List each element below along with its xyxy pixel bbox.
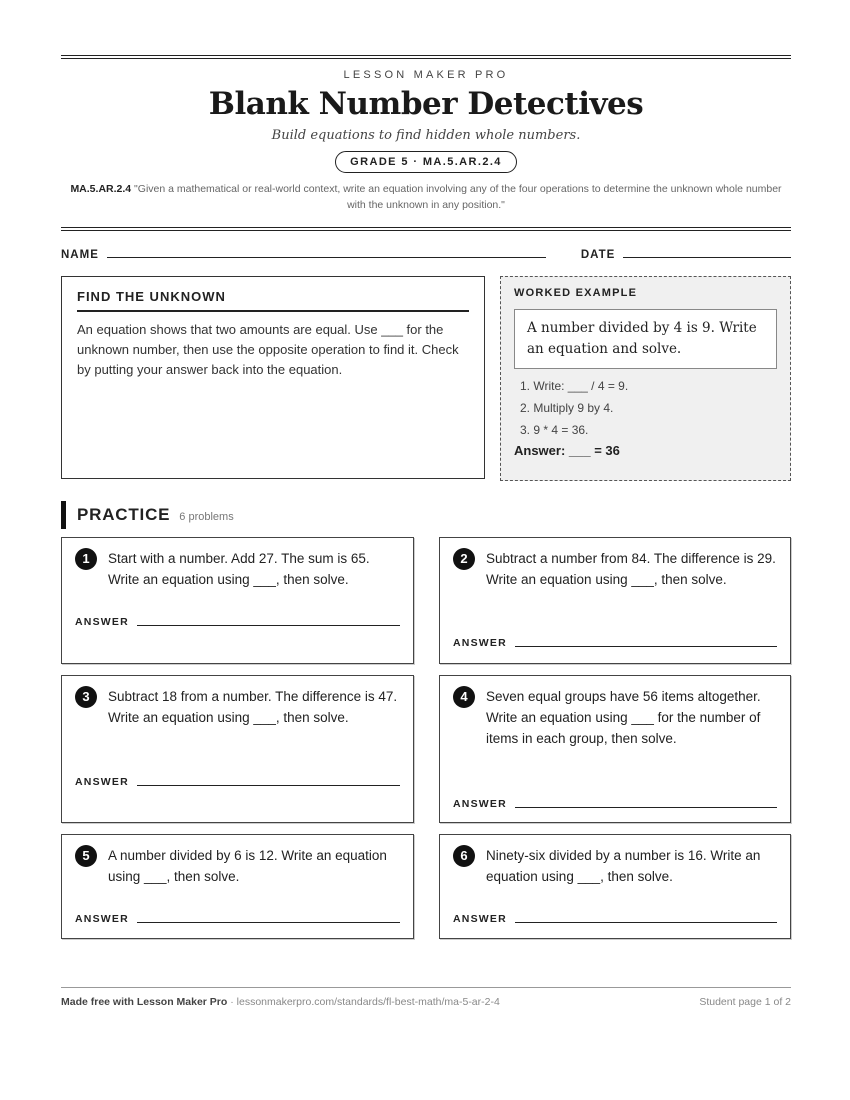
header-top-rule — [61, 55, 791, 59]
answer-field[interactable] — [515, 922, 777, 923]
answer-label: ANSWER — [75, 776, 129, 788]
footer-url[interactable]: · lessonmakerpro.com/standards/fl-best-math/ma-5-ar-2-4 — [227, 996, 500, 1008]
worked-example-title: WORKED EXAMPLE — [514, 287, 638, 299]
page-footer — [61, 987, 791, 1008]
worked-example-problem: A number divided by 4 is 9. Write an equation and solve. — [514, 309, 777, 369]
date-label: DATE — [580, 249, 616, 261]
page-subtitle: Build equations to find hidden whole numbers. — [271, 128, 581, 143]
worked-example-steps — [514, 375, 777, 441]
problem-text: Start with a number. Add 27. The sum is 65. Write an equation using ___, then solve. — [108, 551, 370, 587]
worked-step: 2. Multiply 9 by 4. — [520, 401, 614, 415]
date-field[interactable] — [623, 257, 791, 258]
standard-description — [61, 181, 791, 213]
practice-grid — [61, 537, 791, 950]
footer-made-with: Made free with Lesson Maker Pro — [61, 996, 228, 1008]
practice-header — [61, 501, 791, 529]
problem-text: Subtract a number from 84. The difference is 29. Write an equation using ___, then solve. — [486, 551, 776, 587]
problem-number: 2 — [453, 548, 475, 570]
find-unknown-title: FIND THE UNKNOWN — [77, 289, 469, 312]
problem-card-1 — [61, 537, 414, 664]
problem-number: 3 — [75, 686, 97, 708]
answer-label: ANSWER — [75, 913, 129, 925]
standard-code: MA.5.AR.2.4 — [70, 183, 132, 195]
practice-count: 6 problems — [179, 511, 234, 523]
problem-number: 1 — [75, 548, 97, 570]
worked-example-box — [500, 276, 791, 481]
grade-badge: GRADE 5 · MA.5.AR.2.4 — [335, 151, 517, 173]
standard-text: "Given a mathematical or real-world context, write an equation involving any of the four operations to determine the unknown whole number with the unknown in any position." — [134, 183, 782, 211]
name-field[interactable] — [107, 257, 546, 258]
answer-field[interactable] — [137, 922, 400, 923]
name-date-row — [61, 249, 791, 261]
problem-card-3 — [61, 675, 414, 823]
answer-label: ANSWER — [75, 616, 129, 628]
find-unknown-box — [61, 276, 485, 479]
page-title: Blank Number Detectives — [208, 86, 644, 122]
find-unknown-text: An equation shows that two amounts are equal. Use ___ for the unknown number, then use the opposite operation to find it. Check by putting your answer back into the equation. — [77, 322, 459, 377]
worked-step: 3. 9 * 4 = 36. — [520, 423, 589, 437]
worked-step: 1. Write: ___ / 4 = 9. — [520, 379, 629, 393]
problem-number: 6 — [453, 845, 475, 867]
answer-field[interactable] — [515, 807, 777, 808]
problem-card-5 — [61, 834, 414, 939]
answer-field[interactable] — [515, 646, 777, 647]
grade-pill-wrap — [61, 151, 791, 173]
problem-text: Ninety-six divided by a number is 16. Write an equation using ___, then solve. — [486, 848, 761, 884]
problem-number: 5 — [75, 845, 97, 867]
problem-number: 4 — [453, 686, 475, 708]
footer-credit — [61, 996, 500, 1008]
problem-text: Subtract 18 from a number. The difference is 47. Write an equation using ___, then solve. — [108, 689, 398, 725]
footer-page-number: Student page 1 of 2 — [699, 996, 791, 1008]
answer-label: ANSWER — [453, 798, 507, 810]
problem-text: A number divided by 6 is 12. Write an equation using ___, then solve. — [108, 848, 387, 884]
answer-field[interactable] — [137, 625, 400, 626]
problem-card-2 — [439, 537, 791, 664]
header-bottom-rule — [61, 227, 791, 231]
problem-text: Seven equal groups have 56 items altogether. Write an equation using ___ for the number of items in each group, then solve. — [486, 689, 761, 746]
practice-title: PRACTICE — [77, 505, 171, 524]
intro-row — [61, 276, 791, 481]
answer-label: ANSWER — [453, 637, 507, 649]
answer-field[interactable] — [137, 785, 400, 786]
answer-label: ANSWER — [453, 913, 507, 925]
name-label: NAME — [61, 249, 99, 261]
worksheet-page — [61, 0, 791, 950]
problem-card-6 — [439, 834, 791, 939]
worked-example-answer: Answer: ___ = 36 — [514, 443, 620, 458]
problem-card-4 — [439, 675, 791, 823]
brand-label: LESSON MAKER PRO — [343, 69, 509, 81]
